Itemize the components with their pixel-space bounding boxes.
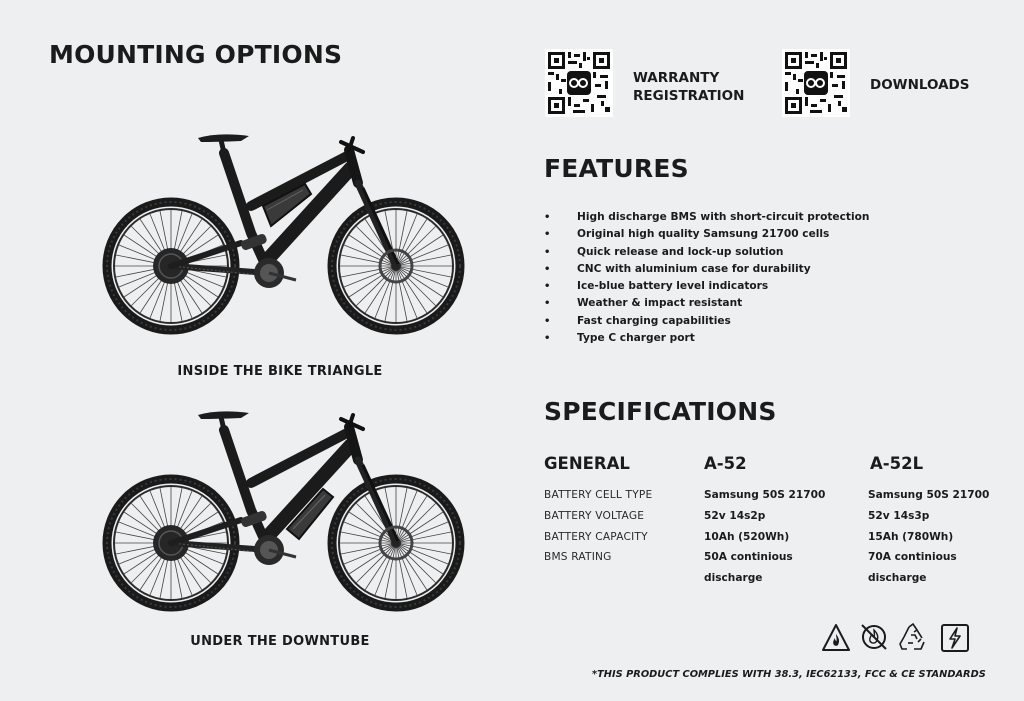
spec-header-a52: A-52 bbox=[704, 454, 747, 473]
feature-item: • Fast charging capabilities bbox=[544, 313, 869, 330]
spec-value: Samsung 50S 21700 bbox=[868, 489, 990, 501]
warranty-qr-label: WARRANTY REGISTRATION bbox=[633, 70, 745, 104]
spec-header-general: GENERAL bbox=[544, 454, 630, 473]
spec-value: 52v 14s2p bbox=[704, 509, 766, 522]
mounting-caption-inside-triangle: INSIDE THE BIKE TRIANGLE bbox=[177, 364, 383, 379]
feature-item: • Original high quality Samsung 21700 cells bbox=[544, 226, 869, 243]
spec-value: Samsung 50S 21700 bbox=[704, 489, 826, 501]
bike-under-downtube-image bbox=[95, 407, 475, 617]
spec-a52-column bbox=[704, 485, 825, 589]
spec-value: discharge bbox=[704, 572, 763, 585]
spec-value: 52v 14s3p bbox=[868, 509, 930, 522]
features-list bbox=[544, 209, 869, 347]
bike-inside-triangle-image bbox=[95, 130, 475, 340]
spec-label: BATTERY VOLTAGE bbox=[544, 509, 645, 522]
specifications-title: SPECIFICATIONS bbox=[544, 397, 777, 426]
spec-value: 50A continious bbox=[704, 551, 793, 564]
feature-item: • High discharge BMS with short-circuit protection bbox=[544, 209, 869, 226]
spec-value: 10Ah (520Wh) bbox=[704, 530, 790, 543]
electric-hazard-icon bbox=[940, 623, 970, 653]
spec-value: discharge bbox=[868, 572, 927, 585]
spec-header-a52l: A-52L bbox=[870, 454, 924, 473]
spec-label: BMS RATING bbox=[544, 551, 612, 564]
mounting-title: MOUNTING OPTIONS bbox=[49, 40, 343, 69]
spec-value: 15Ah (780Wh) bbox=[868, 530, 954, 543]
hazard-flame-icon bbox=[821, 623, 851, 653]
feature-item: • CNC with aluminium case for durability bbox=[544, 261, 869, 278]
spec-label: BATTERY CELL TYPE bbox=[544, 489, 653, 501]
feature-item: • Quick release and lock-up solution bbox=[544, 244, 869, 261]
downloads-qr-code[interactable] bbox=[782, 49, 850, 117]
spec-a52l-column bbox=[868, 485, 989, 589]
recycle-icon bbox=[898, 622, 928, 652]
mounting-caption-under-downtube: UNDER THE DOWNTUBE bbox=[190, 634, 370, 649]
spec-labels-column bbox=[544, 485, 652, 568]
features-title: FEATURES bbox=[544, 154, 689, 183]
feature-item: • Type C charger port bbox=[544, 330, 869, 347]
spec-value: 70A continious bbox=[868, 551, 957, 564]
warranty-qr-code[interactable] bbox=[545, 49, 613, 117]
no-fire-icon bbox=[859, 622, 889, 652]
feature-item: • Ice-blue battery level indicators bbox=[544, 278, 869, 295]
spec-label: BATTERY CAPACITY bbox=[544, 530, 648, 543]
downloads-qr-label: DOWNLOADS bbox=[870, 77, 970, 93]
feature-item: • Weather & impact resistant bbox=[544, 295, 869, 312]
compliance-footnote: *THIS PRODUCT COMPLIES WITH 38.3, IEC62133, FCC & CE STANDARDS bbox=[592, 669, 986, 680]
